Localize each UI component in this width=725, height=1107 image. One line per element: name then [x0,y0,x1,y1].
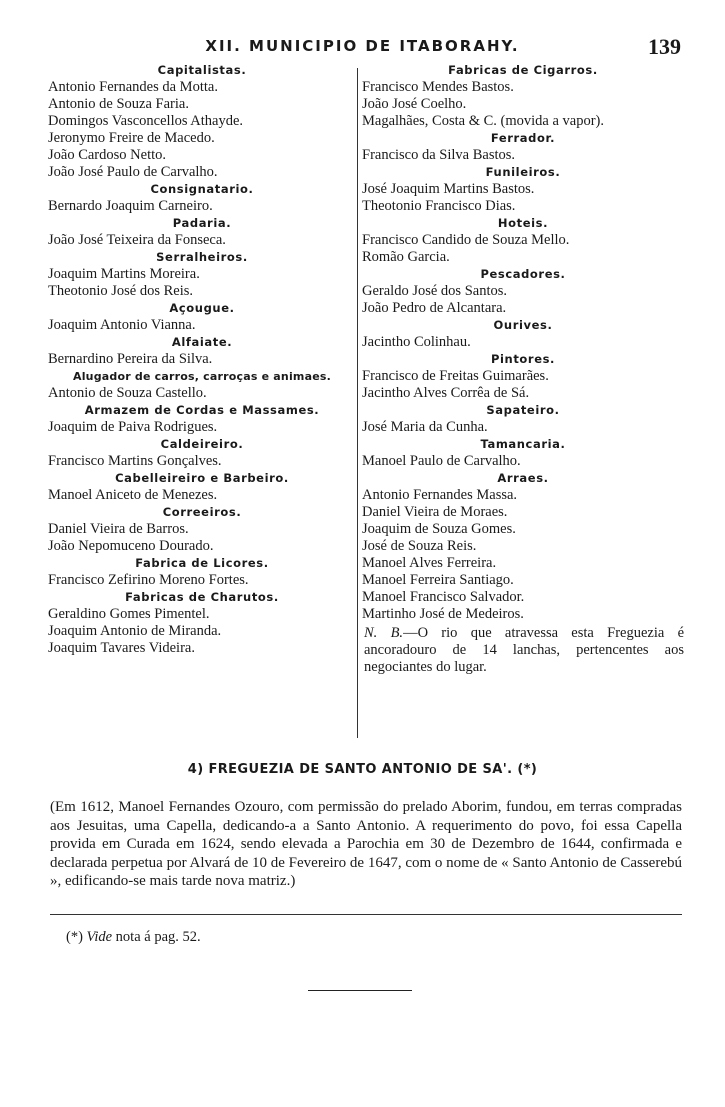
category-heading: Caldeireiro. [160,437,244,451]
list-item: Manoel Francisco Salvador. [362,589,525,605]
left-column [48,62,356,657]
category-heading: Funileiros. [485,165,561,179]
category-heading: Hoteis. [497,216,549,230]
category-heading: Serralheiros. [156,250,248,264]
page-number: 139 [648,34,681,59]
category-heading: Consignatario. [150,182,254,196]
list-item: Manoel Aniceto de Menezes. [48,487,218,503]
list-item: Manoel Alves Ferreira. [362,555,497,571]
list-item: Romão Garcia. [362,249,450,265]
nb-text: —O rio que atravessa esta Freguezia é ancoradouro de 14 lanchas, pertencentes aos negociantes do lugar. [364,625,685,675]
end-rule [308,990,412,991]
category-heading: Alugador de carros, carroças e animaes. [72,370,332,383]
directory-columns [48,62,684,738]
section-title: 4) FREGUEZIA DE SANTO ANTONIO DE SA'. (*) [187,762,538,777]
list-item: Joaquim de Paiva Rodrigues. [48,419,218,435]
list-item: Francisco Mendes Bastos. [362,79,514,95]
category-heading: Alfaiate. [171,335,233,349]
category-heading: Armazem de Cordas e Massames. [84,403,320,417]
category-heading: Tamancaria. [480,437,566,451]
list-item: Joaquim Martins Moreira. [48,266,200,282]
category-heading: Fabrica de Licores. [135,556,269,570]
footnote-divider [50,914,682,915]
category-heading: Correeiros. [162,505,242,519]
list-item: Francisco de Freitas Guimarães. [362,368,549,384]
footnote-marker: (*) [66,929,83,945]
list-item: Jacintho Alves Corrêa de Sá. [362,385,530,401]
list-item: Bernardino Pereira da Silva. [48,351,213,367]
footnote [66,929,201,946]
list-item: Jeronymo Freire de Macedo. [48,130,215,146]
category-heading: Pescadores. [480,267,566,281]
list-item: José Joaquim Martins Bastos. [362,181,535,197]
nb-label: N. B. [364,625,404,641]
list-item: Francisco Candido de Souza Mello. [362,232,570,248]
list-item: Joaquim de Souza Gomes. [362,521,516,537]
page-header [40,34,685,60]
list-item: João Pedro de Alcantara. [362,300,507,316]
list-item: Geraldo José dos Santos. [362,283,507,299]
category-heading: Fabricas de Charutos. [125,590,279,604]
category-heading: Arraes. [497,471,549,485]
list-item: José Maria da Cunha. [362,419,488,435]
list-item: Manoel Paulo de Carvalho. [362,453,521,469]
list-item: Theotonio José dos Reis. [48,283,193,299]
list-item: Theotonio Francisco Dias. [362,198,516,214]
list-item: Bernardo Joaquim Carneiro. [48,198,213,214]
nb-note [362,625,684,676]
list-item: João Nepomuceno Dourado. [48,538,214,554]
footnote-vide: Vide [86,929,113,945]
list-item: Daniel Vieira de Barros. [48,521,189,537]
footnote-text: nota á pag. 52. [115,929,201,945]
right-column-groups [362,62,684,623]
list-item: Antonio Fernandes da Motta. [48,79,218,95]
category-heading: Capitalistas. [157,63,247,77]
category-heading: Sapateiro. [486,403,560,417]
list-item: Francisco Martins Gonçalves. [48,453,222,469]
category-heading: Ourives. [493,318,553,332]
category-heading: Ferrador. [490,131,556,145]
list-item: Joaquim Tavares Videira. [48,640,195,656]
list-item: Francisco da Silva Bastos. [362,147,516,163]
list-item: Joaquim Antonio de Miranda. [48,623,222,639]
category-heading: Pintores. [490,352,556,366]
list-item: Magalhães, Costa & C. (movida a vapor). [362,113,605,129]
list-item: Joaquim Antonio Vianna. [48,317,196,333]
list-item: Jacintho Colinhau. [362,334,471,350]
list-item: Daniel Vieira de Moraes. [362,504,508,520]
category-heading: Açougue. [169,301,235,315]
category-heading: Padaria. [172,216,232,230]
list-item: João Cardoso Netto. [48,147,166,163]
list-item: João José Teixeira da Fonseca. [48,232,226,248]
column-divider [357,68,358,738]
list-item: Geraldino Gomes Pimentel. [48,606,210,622]
category-heading: Fabricas de Cigarros. [448,63,598,77]
list-item: Domingos Vasconcellos Athayde. [48,113,244,129]
list-item: João José Paulo de Carvalho. [48,164,218,180]
list-item: Antonio de Souza Faria. [48,96,189,112]
list-item: Manoel Ferreira Santiago. [362,572,514,588]
list-item: Martinho José de Medeiros. [362,606,524,622]
list-item: Antonio Fernandes Massa. [362,487,518,503]
list-item: João José Coelho. [362,96,467,112]
right-column [362,62,684,676]
page-title: XII. MUNICIPIO DE ITABORAHY. [205,37,520,55]
list-item: Antonio de Souza Castello. [48,385,207,401]
category-heading: Cabelleireiro e Barbeiro. [115,471,289,485]
list-item: Francisco Zefirino Moreno Fortes. [48,572,249,588]
list-item: José de Souza Reis. [362,538,477,554]
section-body: (Em 1612, Manoel Fernandes Ozouro, com permissão do prelado Aborim, fundou, em terras compradas aos Jesuitas, uma Capella, dedicando-a a Santo Antonio. A requerimento do povo, foi essa Capella provida em Curada em 1624, sendo elevada a Parochia em 30 de Dezembro de 1644, confirmada e declarada perpetua por Alvará de 10 de Fevereiro de 1647, com o nome de « Santo Antonio de Casserebú », edificando-se mais tarde nova matriz.) [50,799,682,889]
